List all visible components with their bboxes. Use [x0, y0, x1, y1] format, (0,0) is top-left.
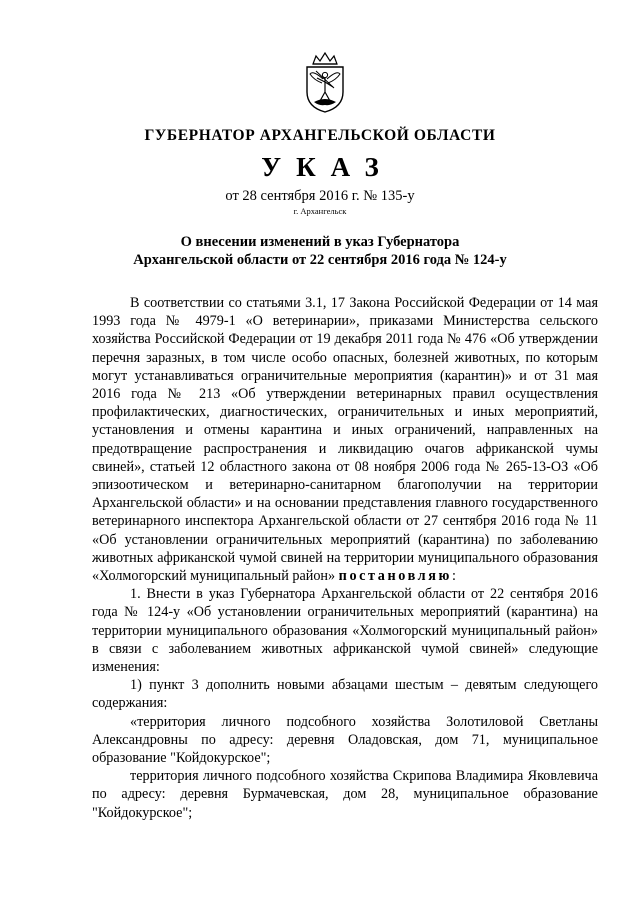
preamble-paragraph — [92, 294, 598, 585]
preamble-text: В соответствии со статьями 3.1, 17 Закона Российской Федерации от 14 мая 1993 года № 4979-1 «О ветеринарии», приказами Министерства сельского хозяйства Российской Федерации от 19 декабря 2011 года № 476 «Об утверждении перечня заразных, в том числе особо опасных, болезней животных, по которым могут устанавливаться ограничительные мероприятия (карантин)» и от 31 мая 2016 года № 213 «Об утверждении ветеринарных правил осуществления профилактических, диагностических, ограничительных и иных мероприятий, установления и отмены карантина и иных ограничений, направленных на предотвращение распространения и ликвидацию очагов африканской чумы свиней», статьей 12 областного закона от 08 ноября 2006 года № 265-13-ОЗ «Об эпизоотическом и ветеринарно-санитарном благополучии на территории Архангельской области» и на основании представления главного государственного ветеринарного инспектора Архангельской области от 27 сентября 2016 года № 11 «Об установлении ограничительных мероприятий (карантина) по заболеванию животных африканской чумой свиней на территории муниципального образования «Холмогорский муниципальный район» — [92, 295, 598, 585]
document-date-number: от 28 сентября 2016 г. № 135-у — [225, 188, 415, 204]
preamble-end: : — [451, 568, 456, 585]
document-place: г. Архангельск — [293, 206, 347, 216]
document-title — [0, 233, 640, 269]
document-type: УКАЗ — [261, 152, 394, 182]
coat-of-arms-icon — [303, 52, 347, 114]
decree-word: постановляю — [338, 568, 452, 585]
subitem-1-paragraph: 1) пункт 3 дополнить новыми абзацами шестым – девятым следующего содержания: — [92, 677, 598, 712]
document-title-line-1: О внесении изменений в указ Губернатора — [180, 234, 460, 250]
territory-paragraph-a: «территория личного подсобного хозяйства Золотиловой Светланы Александровны по адресу: деревня Оладовская, дом 71, муниципальное образование "Койдокурское"; — [92, 713, 598, 767]
document-title-line-2: Архангельской области от 22 сентября 2016 года № 124-у — [133, 252, 507, 268]
territory-paragraph-b: территория личного подсобного хозяйства Скрипова Владимира Яковлевича по адресу: деревня Бурмачевская, дом 28, муниципальное образование "Койдокурское"; — [92, 768, 598, 821]
issuing-authority: ГУБЕРНАТОР АРХАНГЕЛЬСКОЙ ОБЛАСТИ — [144, 127, 496, 144]
item-1-paragraph: 1. Внести в указ Губернатора Архангельской области от 22 сентября 2016 года № 124-у «Об установлении ограничительных мероприятий (карантина) на территории муниципального образования «Холмогорский муниципальный район» в связи с заболеванием животных африканской чумой свиней» следующие изменения: — [92, 586, 598, 676]
document-body — [92, 294, 598, 822]
